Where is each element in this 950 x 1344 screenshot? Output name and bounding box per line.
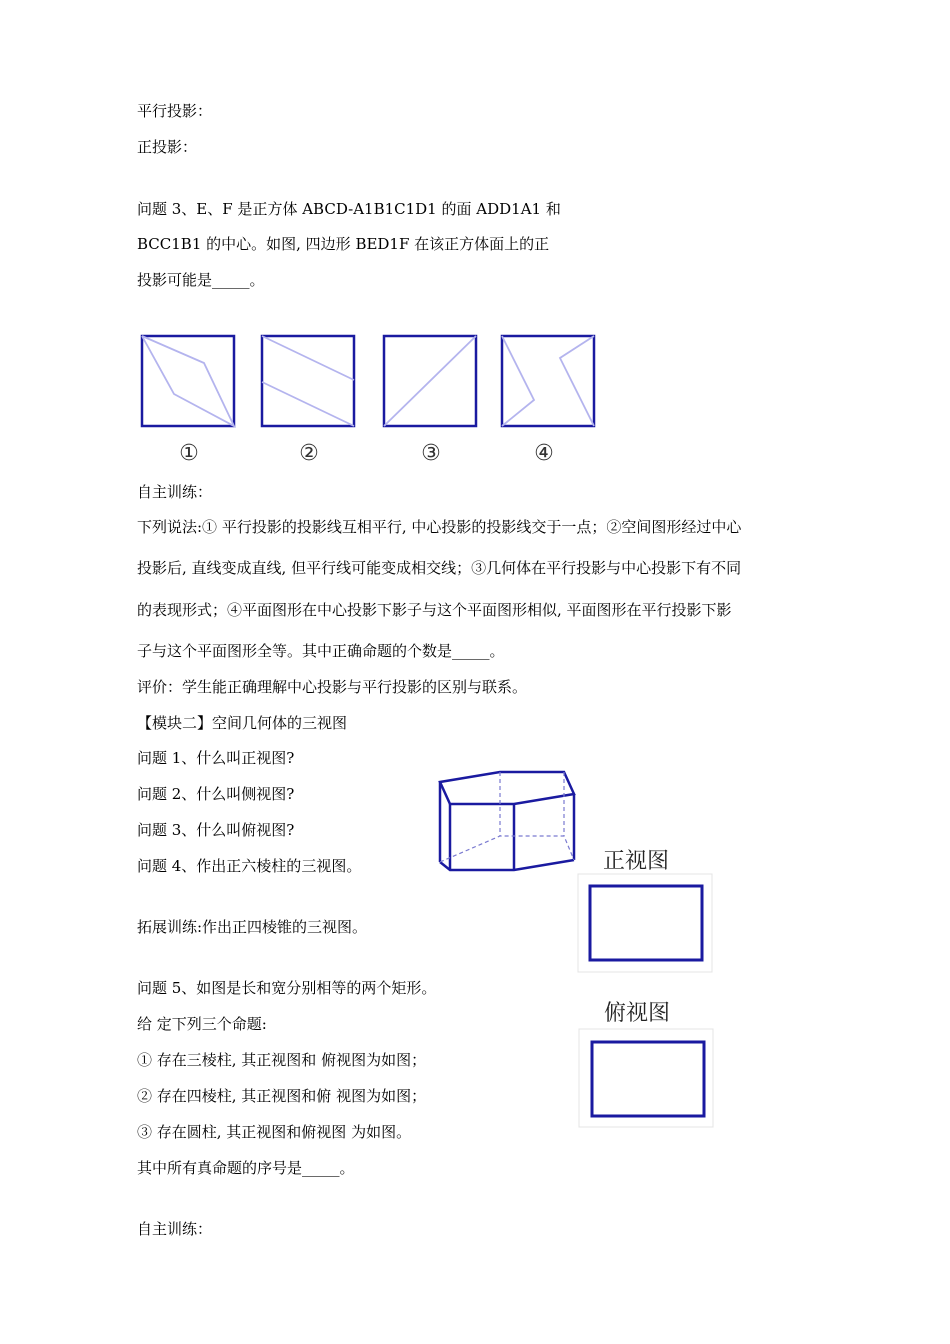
option-4-square bbox=[502, 336, 594, 426]
option-2-projection-b bbox=[262, 382, 354, 426]
text-line: 评价：学生能正确理解中心投影与平行投影的区别与联系。 bbox=[137, 678, 528, 696]
text-line: 平行投影： bbox=[137, 102, 213, 120]
text-line: 子与这个平面图形全等。其中正确命题的个数是_____。 bbox=[137, 642, 505, 660]
option-1-label: ① bbox=[179, 441, 199, 466]
text-line: ② 存在四棱柱, 其正视图和俯 视图为如图； bbox=[137, 1087, 427, 1105]
option-3-projection bbox=[384, 336, 476, 426]
option-3-label: ③ bbox=[421, 441, 441, 466]
text-line: 拓展训练:作出正四棱锥的三视图。 bbox=[137, 918, 368, 936]
text-line: ① 存在三棱柱, 其正视图和 俯视图为如图； bbox=[137, 1051, 427, 1069]
text-line: 自主训练： bbox=[137, 483, 213, 501]
text-line: 问题 1、什么叫正视图? bbox=[137, 749, 295, 767]
text-line: 问题 2、什么叫侧视图? bbox=[137, 785, 295, 803]
option-4-projection bbox=[502, 336, 534, 426]
text-line: 问题 3、什么叫俯视图? bbox=[137, 821, 295, 839]
text-line: 给 定下列三个命题: bbox=[137, 1015, 267, 1033]
text-line: BCC1B1 的中心。如图, 四边形 BED1F 在该正方体面上的正 bbox=[137, 235, 550, 253]
front-view-figure bbox=[577, 873, 713, 973]
text-line: 投影后, 直线变成直线, 但平行线可能变成相交线；③几何体在平行投影与中心投影下有不同 bbox=[137, 559, 742, 577]
option-2-square bbox=[262, 336, 354, 426]
text-line: 问题 4、作出正六棱柱的三视图。 bbox=[137, 857, 362, 875]
option-2-label: ② bbox=[299, 441, 319, 466]
text-line: 自主训练： bbox=[137, 1220, 213, 1238]
option-1-square bbox=[142, 336, 234, 426]
text-line: 问题 3、E、F 是正方体 ABCD-A1B1C1D1 的面 ADD1A1 和 bbox=[137, 200, 561, 218]
option-4-label: ④ bbox=[534, 441, 554, 466]
option-2-projection-a bbox=[262, 336, 354, 380]
top-view-label: 俯视图 bbox=[604, 1001, 671, 1026]
top-view-figure bbox=[578, 1028, 714, 1128]
hexagonal-prism-figure bbox=[436, 736, 586, 874]
text-line: ③ 存在圆柱, 其正视图和俯视图 为如图。 bbox=[137, 1123, 412, 1141]
text-line: 正投影： bbox=[137, 138, 198, 156]
projection-options-figure bbox=[134, 328, 604, 468]
option-4-projection-b bbox=[560, 336, 594, 426]
option-1-projection bbox=[142, 336, 234, 426]
text-line: 投影可能是_____。 bbox=[137, 271, 265, 289]
text-line: 下列说法:① 平行投影的投影线互相平行, 中心投影的投影线交于一点；②空间图形经过中心 bbox=[137, 518, 742, 536]
text-line: 其中所有真命题的序号是_____。 bbox=[137, 1159, 355, 1177]
text-line: 问题 5、如图是长和宽分别相等的两个矩形。 bbox=[137, 979, 437, 997]
front-view-label: 正视图 bbox=[603, 849, 670, 874]
text-line: 【模块二】空间几何体的三视图 bbox=[137, 714, 348, 732]
text-line: 的表现形式；④平面图形在中心投影下影子与这个平面图形相似, 平面图形在平行投影下影 bbox=[137, 601, 732, 619]
